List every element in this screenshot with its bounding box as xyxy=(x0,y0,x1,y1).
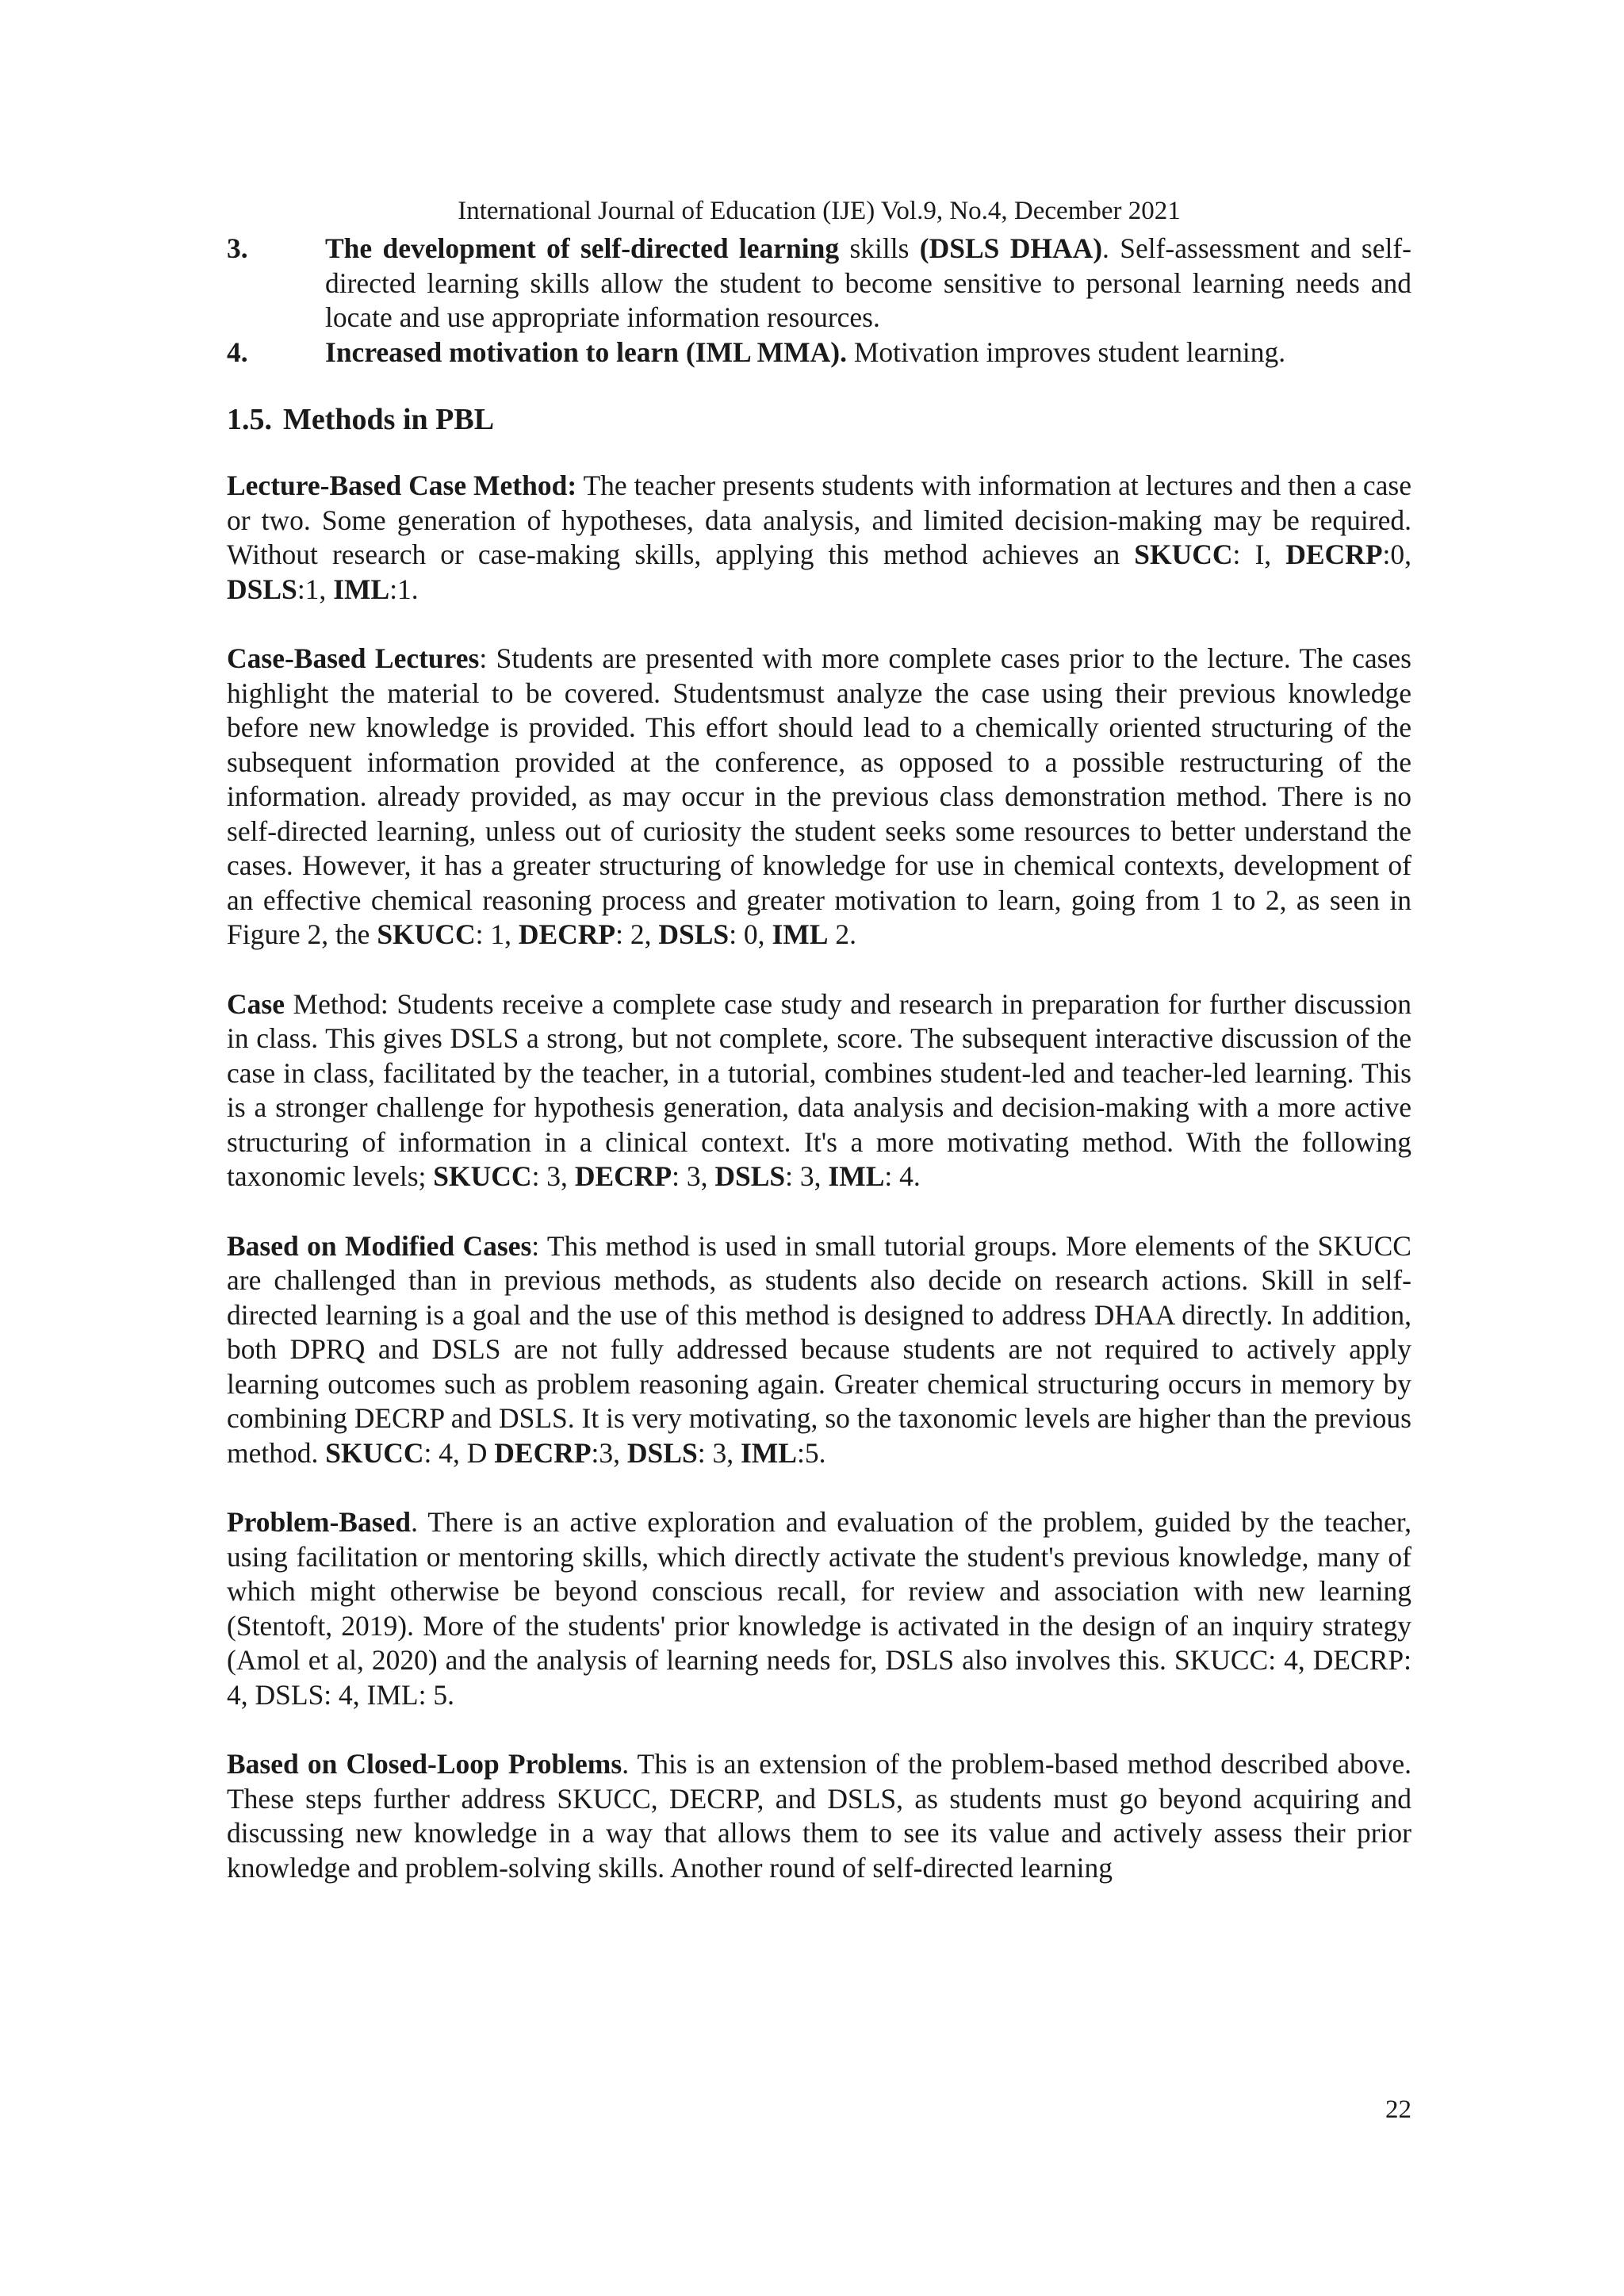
metric-key: IML xyxy=(740,1436,797,1469)
section-title: Methods in PBL xyxy=(283,403,495,436)
list-item-bold-term: Increased motivation to learn (IML MMA). xyxy=(325,335,847,368)
metric-key: DECRP xyxy=(494,1436,592,1469)
metric-key: SKUCC xyxy=(1134,539,1233,570)
metric-value: : 2, xyxy=(615,918,659,950)
list-item-text: skills xyxy=(839,232,920,264)
paragraph-problem-based xyxy=(227,1505,1411,1712)
paragraph-case-based-lectures xyxy=(227,642,1411,953)
paragraph-lead: Based on Closed-Loop Problems xyxy=(227,1748,622,1780)
metric-key: DECRP xyxy=(518,918,616,950)
metric-key: SKUCC xyxy=(433,1160,532,1192)
metric-value: : 3, xyxy=(785,1160,829,1192)
metric-key: DSLS xyxy=(227,573,297,605)
paragraph-lead: Case xyxy=(227,987,285,1020)
list-item-number: 3. xyxy=(227,232,248,264)
paragraph-text: . There is an active exploration and evaluation of the problem, guided by the teacher, using facilitation or mentoring skills, which directly activate the student's previous knowledge, many of which might otherwise be beyond conscious recall, for review and association with new learning (Stentoft, 2019). More of the students' prior knowledge is activated in the design of an inquiry strategy (Amol et al, 2020) and the analysis of learning needs for, DSLS also involves this. SKUCC: 4, DECRP: 4, DSLS: 4, IML: 5. xyxy=(227,1506,1411,1711)
metric-key: DSLS xyxy=(626,1436,698,1469)
metric-value: : 0, xyxy=(729,918,772,950)
paragraph-lead: Lecture-Based Case Method: xyxy=(227,470,577,501)
paragraph-case-method xyxy=(227,987,1411,1194)
metric-key: IML xyxy=(772,918,829,950)
paragraph-text: . This is an extension of the problem-based method described above. These steps further address SKUCC, DECRP, and DSLS, as students must go beyond acquiring and discussing new knowledge in a way that allows them to see its value and actively assess their prior knowledge and problem-solving skills. Another round of self-directed learning xyxy=(227,1748,1411,1884)
metric-value: :1. xyxy=(389,573,419,605)
metric-value: : 1, xyxy=(475,918,519,950)
paragraph-closed-loop xyxy=(227,1747,1411,1885)
metric-value: : 4, D xyxy=(423,1436,495,1469)
list-item-number: 4. xyxy=(227,335,248,368)
section-heading xyxy=(227,401,1411,438)
list-item-3 xyxy=(227,232,1411,335)
metric-key: IML xyxy=(333,573,390,605)
metric-key: IML xyxy=(828,1160,885,1192)
metric-key: DSLS xyxy=(658,918,730,950)
paragraph-lead: Based on Modified Cases xyxy=(227,1229,532,1262)
paragraph-lead: Case-Based Lectures xyxy=(227,642,480,674)
metric-value: :0, xyxy=(1382,539,1412,570)
paragraph-lead: Problem-Based xyxy=(227,1506,412,1538)
metric-value: : 3, xyxy=(697,1436,741,1469)
metric-value: :3, xyxy=(591,1436,627,1469)
paragraph-text: The teacher presents students with information at lectures and then a case or two. Some generation of hypotheses, data analysis, and limited decision-making may be required. Without research or case-making skills, applying this method achieves an xyxy=(227,470,1412,570)
paragraph-text: : Students are presented with more complete cases prior to the lecture. The cases highlight the material to be covered. Studentsmust analyze the case using their previous knowledge before new knowledge is provided. This effort should lead to a chemically oriented structuring of the subsequent information provided at the conference, as opposed to a possible restructuring of the information. already provided, as may occur in the previous class demonstration method. There is no self-directed learning, unless out of curiosity the student seeks some resources to better understand the cases. However, it has a greater structuring of knowledge for use in chemical contexts, development of an effective chemical reasoning process and greater motivation to learn, going from 1 to 2, as seen in Figure 2, the xyxy=(227,642,1411,950)
page-number: 22 xyxy=(1385,2095,1411,2124)
metric-value: : 4. xyxy=(884,1160,921,1192)
paragraph-modified-cases xyxy=(227,1229,1411,1471)
list-item-text: Motivation improves student learning. xyxy=(846,335,1286,368)
metric-key: SKUCC xyxy=(377,918,476,950)
metric-key: SKUCC xyxy=(325,1436,424,1469)
paragraph-text: Method: Students receive a complete case study and research in preparation for further discussion in class. This gives DSLS a strong, but not complete, score. The subsequent interactive discussion of the case in class, facilitated by the teacher, in a tutorial, combines student-led and teacher-led learning. This is a stronger challenge for hypothesis generation, data analysis and decision-making with a more active structuring of information in a clinical context. It's a more motivating method. With the following taxonomic levels; xyxy=(227,987,1411,1192)
metric-key: DSLS xyxy=(714,1160,786,1192)
document-page xyxy=(227,195,1411,1920)
paragraph-text: : This method is used in small tutorial groups. More elements of the SKUCC are challenged than in previous methods, as students also decide on research actions. Skill in self-directed learning is a goal and the use of this method is designed to address DHAA directly. In addition, both DPRQ and DSLS are not fully addressed because students are not required to actively apply learning outcomes such as problem reasoning again. Greater chemical structuring occurs in memory by combining DECRP and DSLS. It is very motivating, so the taxonomic levels are higher than the previous method. xyxy=(227,1229,1411,1469)
metric-value: : I, xyxy=(1232,539,1286,570)
metric-value: :5. xyxy=(796,1436,826,1469)
list-item-4 xyxy=(227,335,1411,370)
metric-value: : 3, xyxy=(672,1160,715,1192)
list-item-bold-term: The development of self-directed learning xyxy=(325,232,840,264)
list-item-bold-abbrev: (DSLS DHAA) xyxy=(919,232,1103,264)
running-header: International Journal of Education (IJE) Vol.9, No.4, December 2021 xyxy=(458,197,1181,225)
metric-value: 2. xyxy=(828,918,856,950)
metric-value: :1, xyxy=(297,573,334,605)
section-number: 1.5. xyxy=(227,403,272,436)
metric-value: : 3, xyxy=(531,1160,575,1192)
metric-key: DECRP xyxy=(1285,539,1383,570)
paragraph-lecture-based xyxy=(227,469,1411,607)
metric-key: DECRP xyxy=(574,1160,672,1192)
list-item-text: . Self-assessment and self-directed learning skills allow the student to become sensitive to personal learning needs and locate and use appropriate information resources. xyxy=(325,232,1411,333)
